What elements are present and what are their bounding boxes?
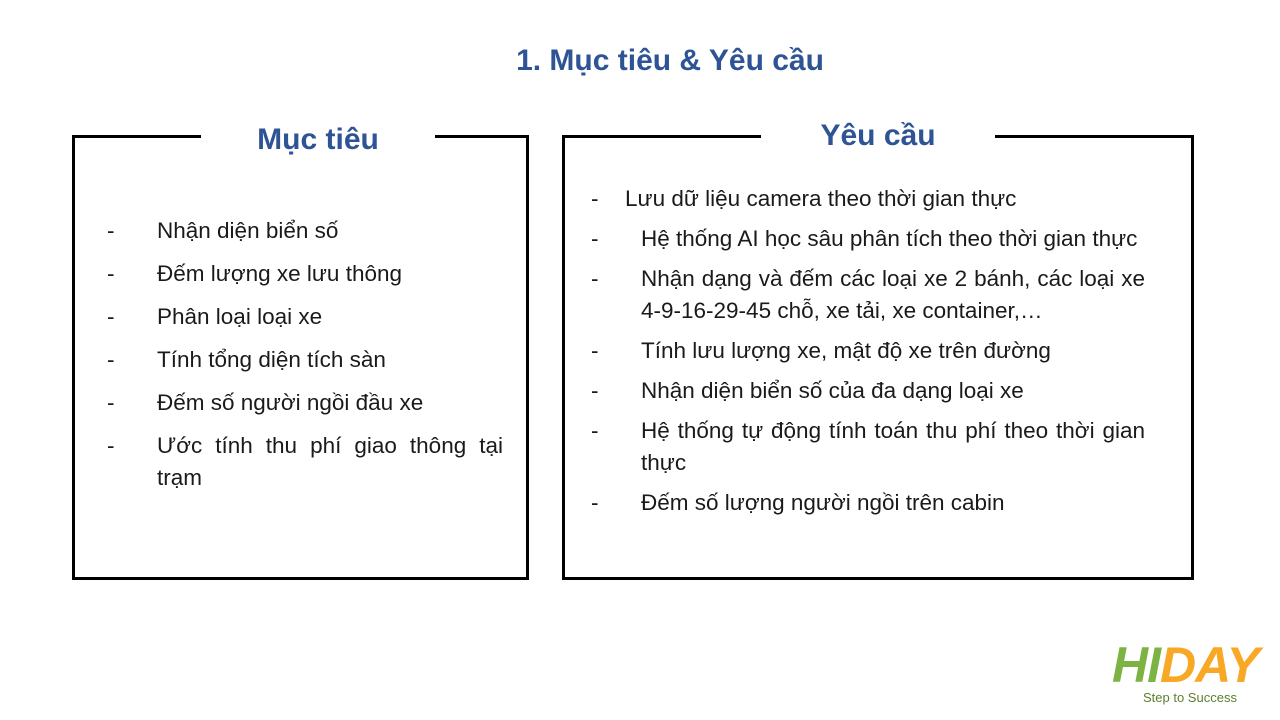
bullet-dash: - [591,266,599,291]
list-item-text: Ước tính thu phí giao thông tại trạm [157,433,503,490]
list-item-text: Đếm lượng xe lưu thông [157,261,402,286]
bullet-dash: - [107,433,115,458]
bullet-dash: - [107,390,115,415]
bullet-dash: - [107,304,115,329]
list-item [107,344,503,376]
bullet-dash: - [591,338,599,363]
list-item [591,183,1145,215]
list-item-text: Lưu dữ liệu camera theo thời gian thực [625,186,1017,211]
requirements-box [562,119,1194,580]
list-item-text: Đếm số người ngồi đầu xe [157,390,424,415]
list-item [591,415,1145,479]
list-item-text: Hệ thống tự động tính toán thu phí theo thời gian thực [641,418,1145,475]
list-item-text: Tính tổng diện tích sàn [157,347,386,372]
logo-hi: HI [1112,637,1160,693]
list-item [591,487,1145,519]
list-item-text: Nhận diện biển số của đa dạng loại xe [641,378,1024,403]
list-item-text: Phân loại loại xe [157,304,323,329]
bullet-dash: - [107,218,115,243]
bullet-dash: - [591,378,599,403]
bullet-dash: - [107,347,115,372]
list-item [591,263,1145,327]
list-item [107,387,503,419]
logo-day: DAY [1160,637,1259,693]
list-item [591,223,1145,255]
list-item [591,375,1145,407]
list-item [107,215,503,247]
list-item [591,335,1145,367]
logo-wordmark [1112,638,1259,692]
list-item [107,430,503,494]
list-item [107,258,503,290]
bullet-dash: - [107,261,115,286]
list-item-text: Nhận diện biển số [157,218,339,243]
requirements-list [591,183,1145,527]
goals-list [107,215,503,505]
logo-tagline: Step to Success [1143,690,1237,705]
list-item-text: Tính lưu lượng xe, mật độ xe trên đường [641,338,1051,363]
list-item-text: Hệ thống AI học sâu phân tích theo thời gian thực [641,226,1138,251]
list-item-text: Đếm số lượng người ngồi trên cabin [641,490,1005,515]
bullet-dash: - [591,418,599,443]
requirements-heading: Yêu cầu [761,114,995,158]
bullet-dash: - [591,186,599,211]
bullet-dash: - [591,226,599,251]
goals-heading: Mục tiêu [201,118,435,162]
bullet-dash: - [591,490,599,515]
list-item [107,301,503,333]
hiday-logo [1112,638,1274,710]
goals-box [72,123,529,580]
list-item-text: Nhận dạng và đếm các loại xe 2 bánh, các loại xe 4-9-16-29-45 chỗ, xe tải, xe container,… [641,266,1145,323]
slide-title: 1. Mục tiêu & Yêu cầu [516,44,824,77]
